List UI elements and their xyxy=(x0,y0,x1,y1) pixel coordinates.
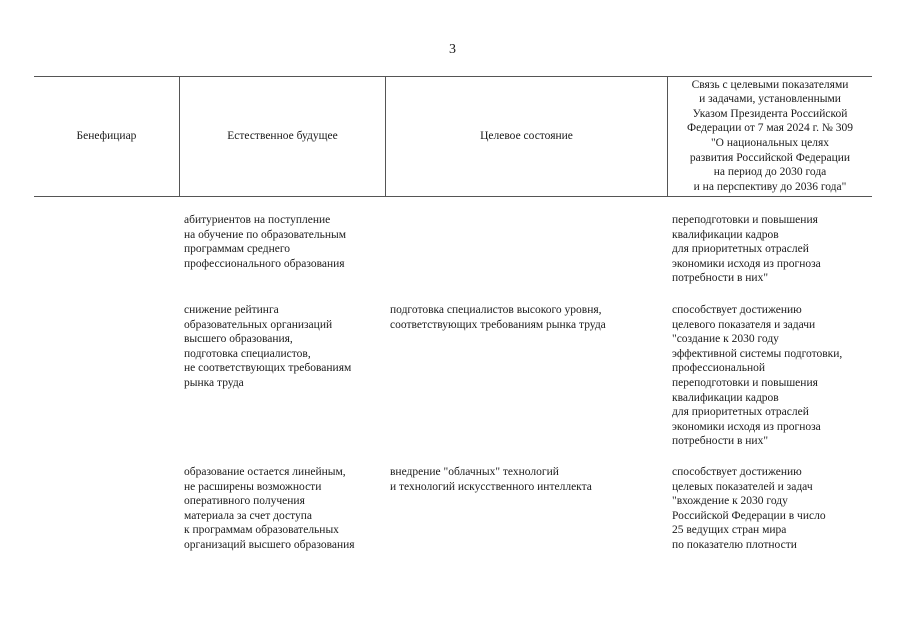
row3-link: способствует достижению целевых показателей и задач "вхождение к 2030 году Российской Федерации в число 25 ведущих стран мира по показателю плотности xyxy=(672,466,826,551)
header-natural-future: Естественное будущее xyxy=(227,129,338,142)
row2-natural-future: снижение рейтинга образовательных организаций высшего образования, подготовка специалистов, не соответствующих требованиям рынка труда xyxy=(184,304,352,389)
header-beneficiary: Бенефициар xyxy=(76,129,137,142)
row2-target-state: подготовка специалистов высокого уровня, соответствующих требованиям рынка труда xyxy=(390,304,606,331)
header-target-state: Целевое состояние xyxy=(480,129,573,142)
row1-link: переподготовки и повышения квалификации кадров для приоритетных отраслей экономики исходя из прогноза потребности в них" xyxy=(672,214,821,285)
row3-natural-future: образование остается линейным, не расширены возможности оперативного получения материала за счет доступа к программам образовательных организаций высшего образования xyxy=(184,466,355,551)
header-bottom-rule xyxy=(34,196,872,197)
row2-link: способствует достижению целевого показателя и задачи "создание к 2030 году эффективной системы подготовки, профессиональной переподготовки и повышения квалификации кадров для приоритетных отраслей экономики исходя из прогноза потребности в них" xyxy=(672,304,843,448)
header-link: Связь с целевыми показателями и задачами, установленными Указом Президента Российской Федерации от 7 мая 2024 г. № 309 "О национальных целях развития Российской Федерации на период до 2030 года и на перспективу до 2036 года" xyxy=(687,78,853,193)
page-number: 3 xyxy=(449,42,456,57)
row3-target-state: внедрение "облачных" технологий и технологий искусственного интеллекта xyxy=(390,466,592,493)
row1-natural-future: абитуриентов на поступление на обучение по образовательным программам среднего профессионального образования xyxy=(184,214,347,270)
